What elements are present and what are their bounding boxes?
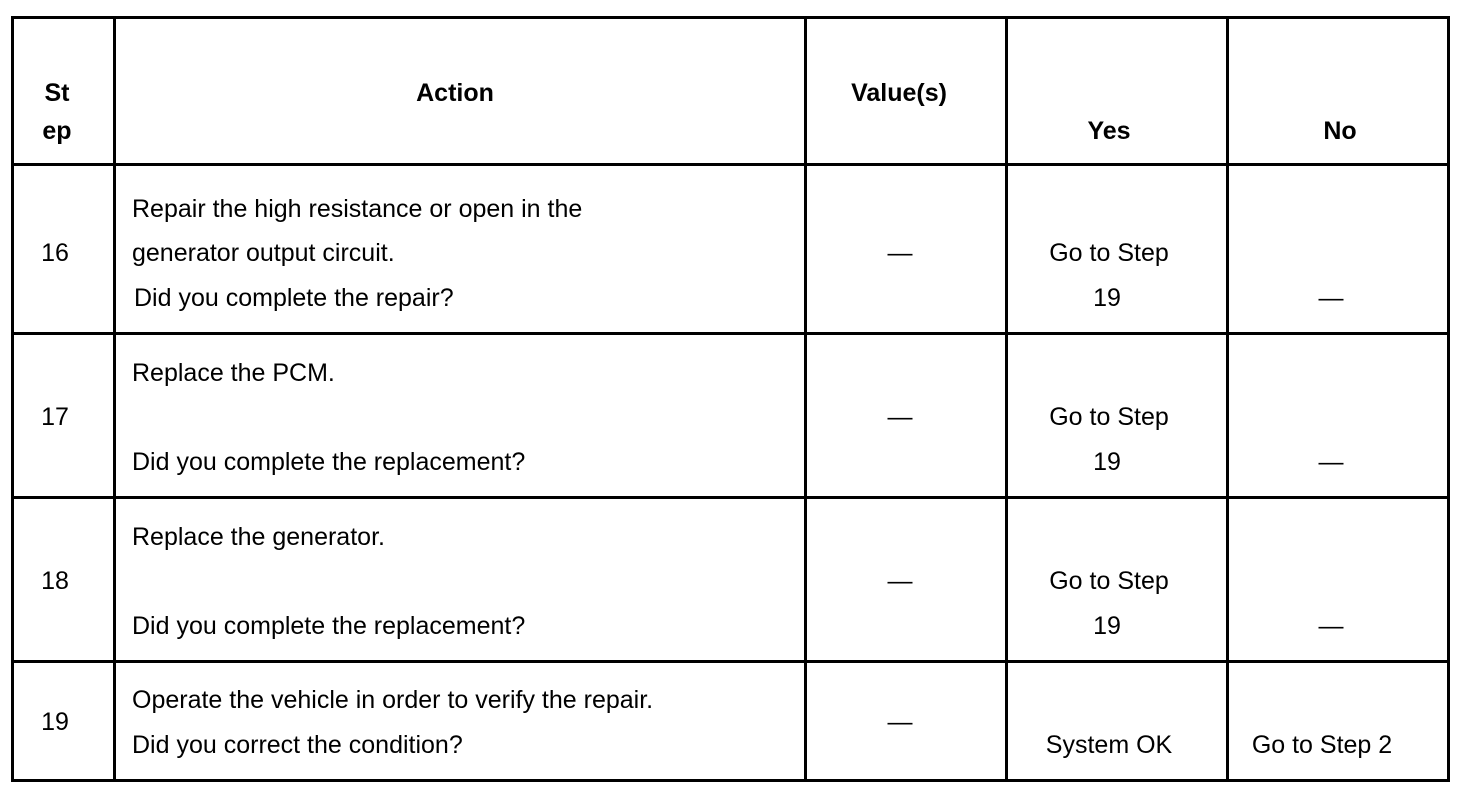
column-separator — [113, 16, 116, 782]
table-border-right — [1447, 16, 1450, 782]
action-text: Replace the PCM. — [132, 359, 335, 387]
value-cell: — — [887, 403, 913, 431]
yes-cell: System OK — [1045, 731, 1173, 759]
header-step-cont: ep — [42, 117, 72, 145]
no-cell: — — [1318, 284, 1344, 312]
no-cell: — — [1318, 612, 1344, 640]
yes-cell: Go to Step — [1049, 567, 1169, 595]
step-number: 17 — [41, 403, 69, 431]
action-question: Did you correct the condition? — [132, 731, 463, 759]
action-text: Replace the generator. — [132, 523, 385, 551]
action-question: Did you complete the replacement? — [132, 448, 526, 476]
step-number: 19 — [41, 708, 69, 736]
row-separator — [11, 660, 1450, 663]
value-cell: — — [887, 567, 913, 595]
step-number: 18 — [41, 567, 69, 595]
row-separator — [11, 496, 1450, 499]
action-question: Did you complete the repair? — [134, 284, 454, 312]
yes-cell-step: 19 — [1093, 612, 1121, 640]
action-text: generator output circuit. — [132, 239, 395, 267]
table-border-top — [11, 16, 1450, 19]
header-yes: Yes — [1087, 117, 1131, 145]
yes-cell: Go to Step — [1049, 239, 1169, 267]
no-cell: — — [1318, 448, 1344, 476]
value-cell: — — [887, 239, 913, 267]
header-values: Value(s) — [851, 79, 947, 107]
row-separator — [11, 332, 1450, 335]
table-border-bottom — [11, 779, 1450, 782]
table-border-left — [11, 16, 14, 782]
no-cell: Go to Step 2 — [1251, 731, 1393, 759]
column-separator — [1005, 16, 1008, 782]
header-step: St — [44, 79, 70, 107]
action-question: Did you complete the replacement? — [132, 612, 526, 640]
column-separator — [804, 16, 807, 782]
yes-cell-step: 19 — [1093, 284, 1121, 312]
yes-cell: Go to Step — [1049, 403, 1169, 431]
column-separator — [1226, 16, 1229, 782]
header-no: No — [1323, 117, 1357, 145]
step-number: 16 — [41, 239, 69, 267]
action-text: Operate the vehicle in order to verify the repair. — [132, 686, 654, 714]
value-cell: — — [887, 708, 913, 736]
yes-cell-step: 19 — [1093, 448, 1121, 476]
action-text: Repair the high resistance or open in the — [132, 195, 583, 223]
header-action: Action — [416, 79, 494, 107]
header-separator — [11, 163, 1450, 166]
